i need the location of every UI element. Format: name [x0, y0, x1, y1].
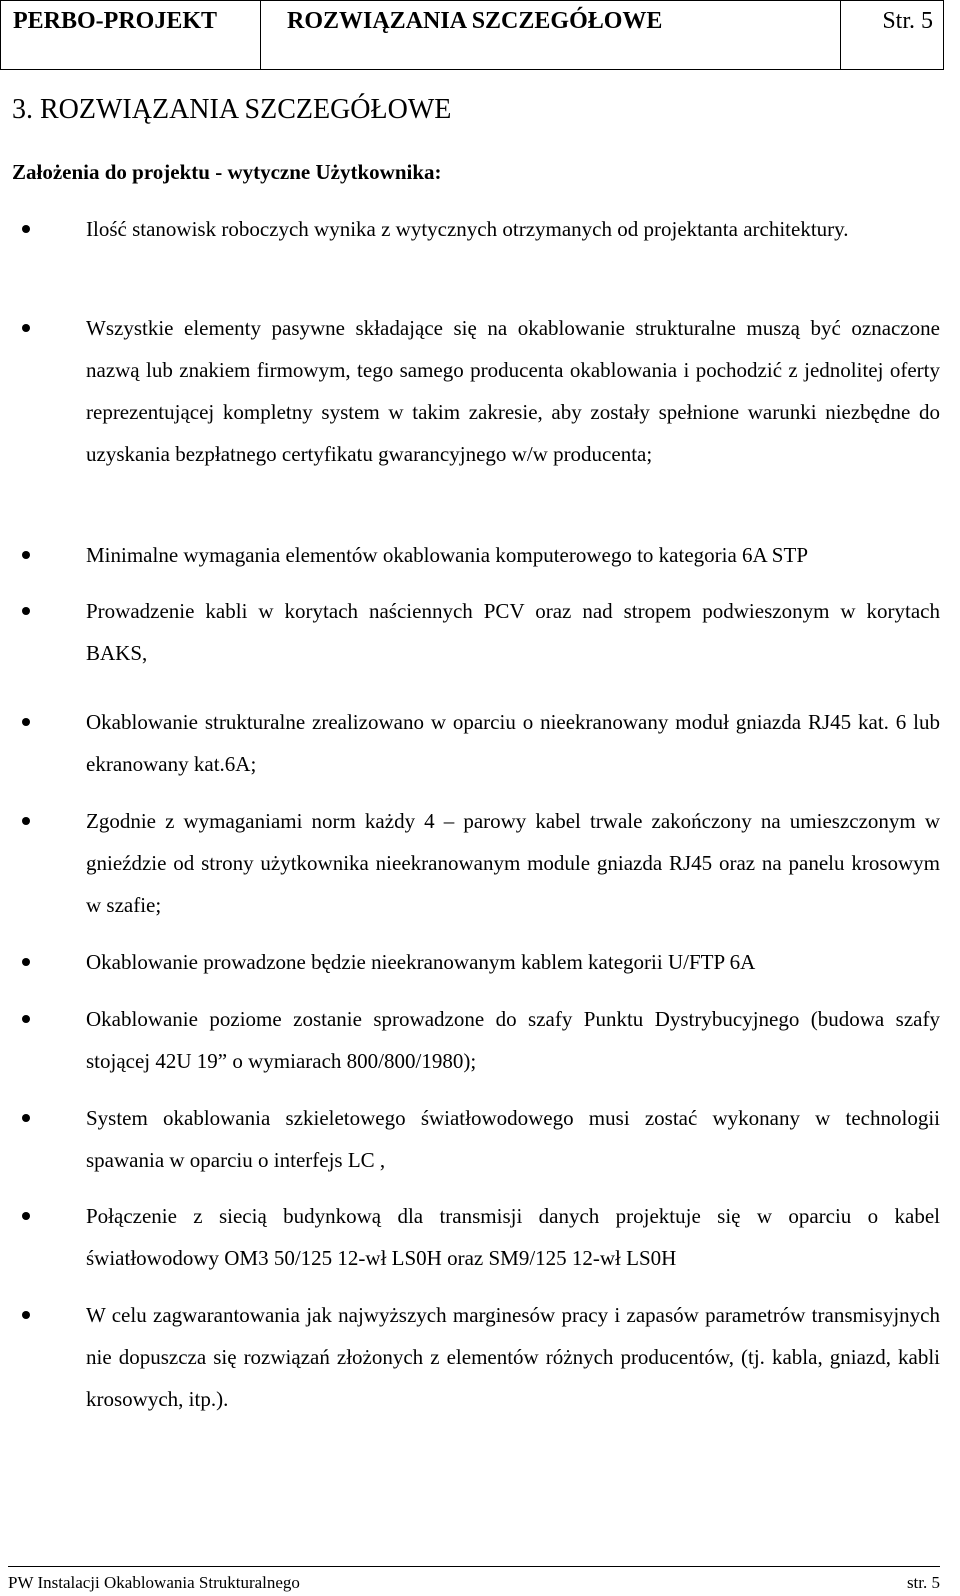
bullet-icon	[22, 958, 30, 966]
list-item	[86, 998, 940, 1082]
header-section: ROZWIĄZANIA SZCZEGÓŁOWE	[261, 1, 841, 69]
bullet-icon	[22, 1114, 30, 1122]
list-item	[86, 941, 940, 983]
list-item-text: Połączenie z siecią budynkową dla transmisji danych projektuje się w oparciu o kabel światłowodowy OM3 50/125 12-wł LS0H oraz SM9/125 12-wł LS0H	[86, 1204, 940, 1270]
list-item-text: Minimalne wymagania elementów okablowania komputerowego to kategoria 6A STP	[86, 543, 808, 567]
list-item	[86, 590, 940, 674]
header-page-label: Str. 5	[882, 7, 933, 34]
page-footer	[8, 1566, 940, 1593]
list-item-text: Okablowanie prowadzone będzie nieekranowanym kablem kategorii U/FTP 6A	[86, 950, 756, 974]
bullet-icon	[22, 718, 30, 726]
list-item-text: System okablowania szkieletowego światłowodowego musi zostać wykonany w technologii spawania w oparciu o interfejs LC ,	[86, 1106, 940, 1172]
section-title: 3. ROZWIĄZANIA SZCZEGÓŁOWE	[12, 94, 452, 125]
bullet-icon	[22, 324, 30, 332]
page-header	[0, 0, 944, 70]
bullet-icon	[22, 1015, 30, 1023]
bullet-icon	[22, 1212, 30, 1220]
bullet-icon	[22, 607, 30, 615]
list-item	[86, 800, 940, 926]
list-item	[86, 701, 940, 785]
header-page-number	[841, 1, 943, 69]
list-item	[12, 208, 940, 250]
bullet-icon	[22, 817, 30, 825]
bullet-icon	[22, 1311, 30, 1319]
list-item	[86, 1097, 940, 1181]
list-item-text: Ilość stanowisk roboczych wynika z wytycznych otrzymanych od projektanta architektury.	[86, 217, 849, 241]
list-item	[86, 307, 940, 475]
subtitle: Założenia do projektu - wytyczne Użytkownika:	[12, 160, 442, 184]
list-item	[86, 1294, 940, 1420]
footer-page-number: str. 5	[906, 1573, 940, 1592]
list-item-text: W celu zagwarantowania jak najwyższych marginesów pracy i zapasów parametrów transmisyjnych nie dopuszcza się rozwiązań złożonych z elementów różnych producentów, (tj. kabla, gniazd, kabli krosowych, itp.).	[86, 1303, 940, 1411]
list-item	[86, 534, 940, 576]
list-item-text: Wszystkie elementy pasywne składające się na okablowanie strukturalne muszą być oznaczone nazwą lub znakiem firmowym, tego samego producenta okablowania i pochodzić z jednolitej oferty reprezentującej kompletny system w takim zakresie, aby zostały spełnione warunki niezbędne do uzyskania bezpłatnego certyfikatu gwarancyjnego w/w producenta;	[86, 316, 940, 466]
list-item-text: Zgodnie z wymaganiami norm każdy 4 – parowy kabel trwale zakończony na umieszczonym w gnieździe od strony użytkownika nieekranowanym module gniazda RJ45 oraz na panelu krosowym w szafie;	[86, 809, 940, 917]
footer-document-title: PW Instalacji Okablowania Strukturalnego	[8, 1573, 300, 1592]
list-item	[86, 1195, 940, 1279]
list-item-text: Okablowanie poziome zostanie sprowadzone do szafy Punktu Dystrybucyjnego (budowa szafy stojącej 42U 19” o wymiarach 800/800/1980);	[86, 1007, 940, 1073]
bullet-icon	[22, 551, 30, 559]
header-company: PERBO-PROJEKT	[1, 1, 261, 69]
bullet-icon	[22, 225, 30, 233]
list-item-text: Prowadzenie kabli w korytach naściennych PCV oraz nad stropem podwieszonym w korytach BAKS,	[86, 599, 940, 665]
list-item-text: Okablowanie strukturalne zrealizowano w oparciu o nieekranowany moduł gniazda RJ45 kat. 6 lub ekranowany kat.6A;	[86, 710, 940, 776]
